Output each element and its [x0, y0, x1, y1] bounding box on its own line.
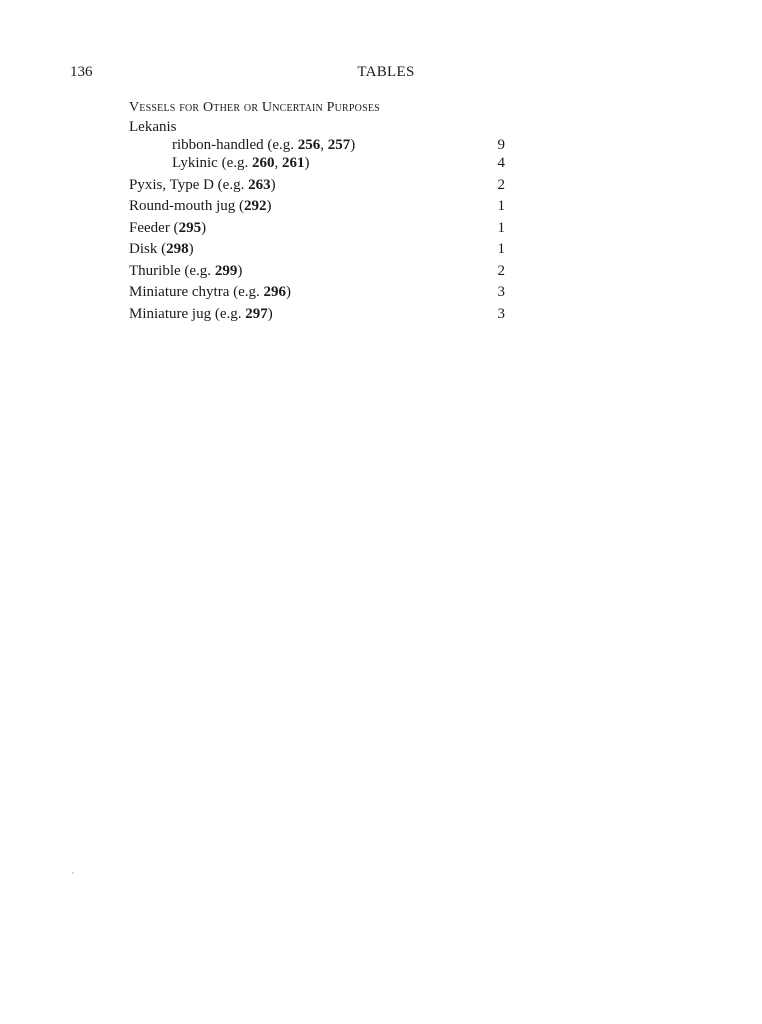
row-label: ribbon-handled (e.g.	[172, 137, 298, 153]
section-heading: Vessels for Other or Uncertain Purposes	[129, 100, 380, 115]
row-count: 3	[497, 284, 505, 300]
row-count: 4	[497, 155, 505, 171]
catalogue-ref: 299	[214, 262, 238, 279]
row-count: 3	[497, 305, 505, 322]
table-row-miniature-chytra	[129, 283, 505, 301]
table-row-feeder	[129, 219, 505, 237]
catalogue-ref: 257	[327, 137, 351, 153]
row-label-end: )	[304, 155, 310, 171]
catalogue-ref: 260	[251, 155, 275, 171]
table-row-thurible	[129, 262, 505, 280]
catalogue-ref: 298	[166, 241, 189, 257]
row-label: Lykinic (e.g.	[172, 155, 252, 171]
row-label-end: )	[286, 284, 292, 300]
table-row-lykinic: Lykinic (e.g. 260, 261) 4	[172, 155, 505, 171]
table-row-disk	[129, 240, 505, 258]
catalogue-ref: 261	[281, 155, 305, 171]
table-row-pyxis	[129, 176, 505, 194]
row-label: Miniature chytra (e.g.	[129, 284, 264, 300]
row-count: 9	[497, 137, 505, 153]
row-label-end: )	[201, 219, 207, 236]
catalogue-ref: 263	[248, 176, 271, 193]
row-count: 2	[497, 262, 505, 279]
row-label-end: )	[267, 305, 273, 322]
table-row-ribbon-handled: ribbon-handled (e.g. 256, 257) 9	[172, 137, 505, 153]
table-row-lekanis	[129, 118, 505, 136]
row-label-end: )	[350, 137, 356, 153]
row-count: 2	[497, 176, 505, 193]
catalogue-ref: 256	[297, 137, 321, 153]
row-count: 1	[497, 241, 505, 257]
running-title: TABLES	[357, 64, 415, 80]
row-label-end: )	[270, 176, 276, 193]
catalogue-ref: 295	[178, 219, 202, 236]
row-label: Miniature jug (e.g.	[129, 305, 246, 322]
row-label: Round-mouth jug (	[129, 198, 244, 214]
row-label: Feeder (	[129, 219, 179, 236]
row-count: 1	[497, 198, 505, 214]
row-count: 1	[497, 219, 505, 236]
catalogue-ref: 297	[245, 305, 268, 322]
row-label: Thurible (e.g.	[129, 262, 215, 279]
catalogue-ref: 292	[244, 198, 267, 214]
table-row-round-mouth-jug	[129, 197, 505, 215]
row-label-end: )	[188, 241, 194, 257]
row-label-end: )	[266, 198, 272, 214]
table-row-miniature-jug	[129, 305, 505, 323]
scan-speck	[72, 872, 74, 874]
row-label: Disk (	[129, 241, 167, 257]
row-label: Pyxis, Type D (e.g.	[129, 176, 249, 193]
row-label: Lekanis	[129, 119, 177, 135]
catalogue-ref: 296	[263, 284, 287, 300]
page-number: 136	[70, 64, 93, 80]
vessel-table	[129, 118, 505, 323]
row-label-end: )	[237, 262, 243, 279]
